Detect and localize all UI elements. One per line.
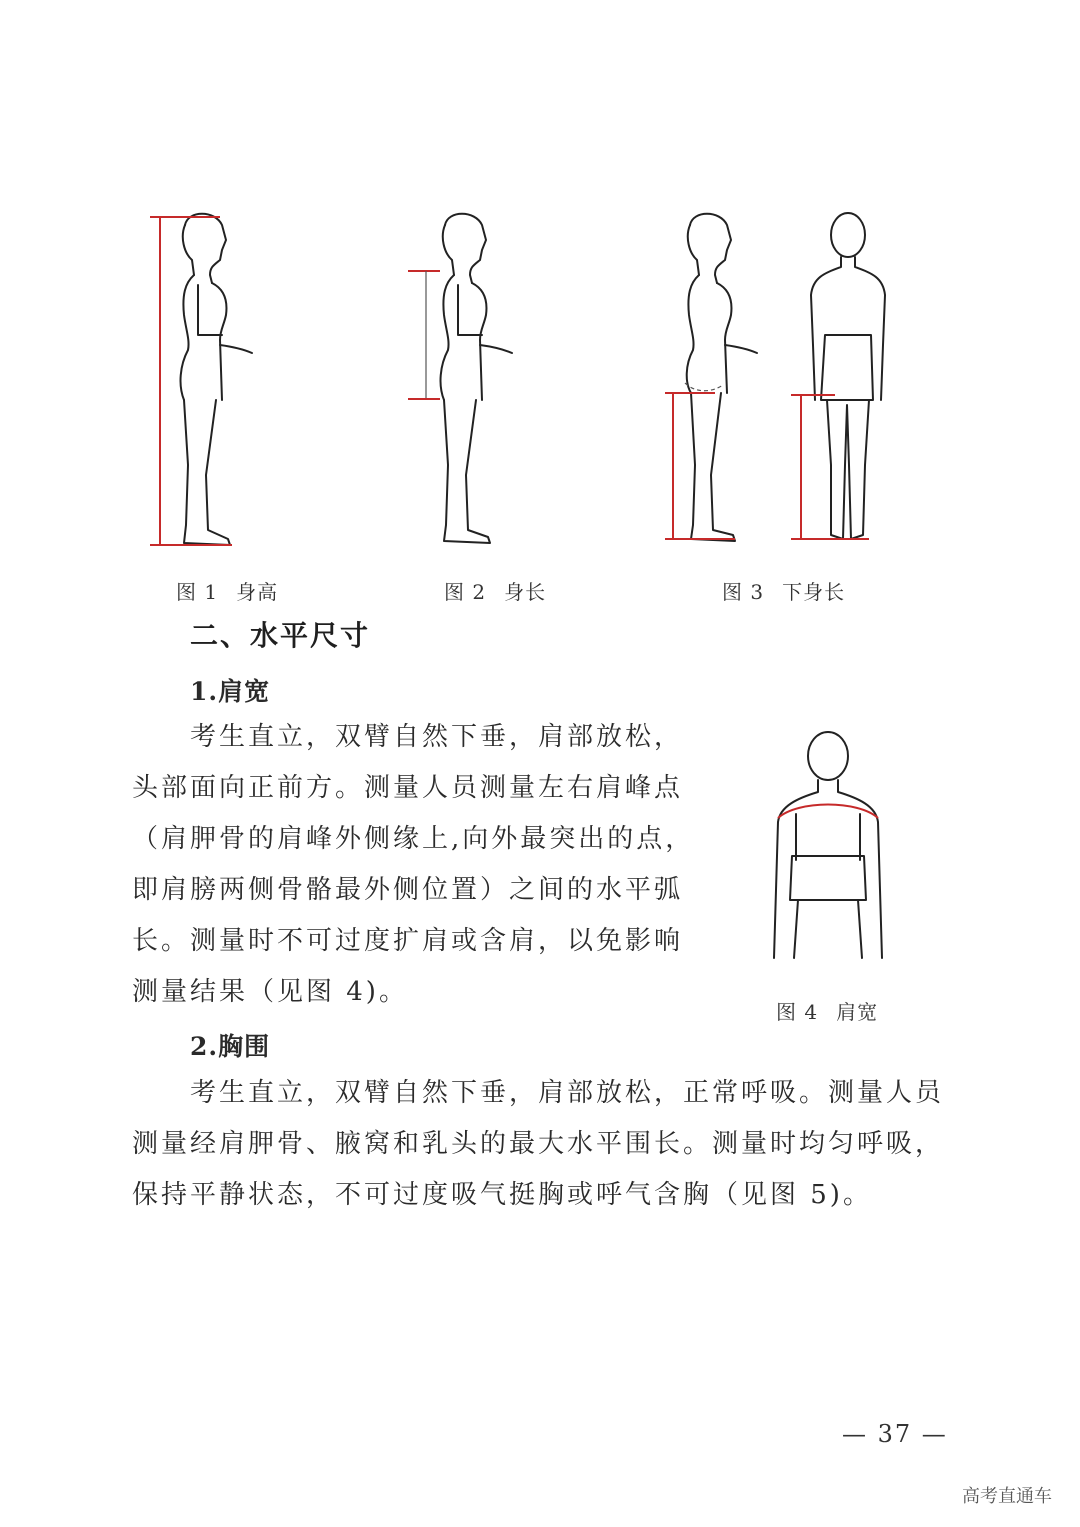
page-number: — 37 — <box>842 1420 948 1448</box>
shoulder-width-paragraph <box>132 712 712 1018</box>
figure-1-number: 图 1 <box>176 580 219 604</box>
figure-2-number: 图 2 <box>444 580 487 604</box>
figure-2-illustration <box>400 205 530 555</box>
height-measure-line <box>150 217 232 545</box>
paragraph-line: 即肩膀两侧骨骼最外侧位置）之间的水平弧 <box>132 875 684 905</box>
side-profile-figure <box>687 214 757 541</box>
paragraph-line: 测量经肩胛骨、腋窝和乳头的最大水平围长。测量时均匀呼吸， <box>132 1129 945 1159</box>
figure-4-illustration <box>768 730 888 965</box>
figure-3-number: 图 3 <box>722 580 765 604</box>
figure-3-illustration <box>655 205 895 555</box>
subsection-1-title: 1.肩宽 <box>190 677 271 706</box>
paragraph-line: 考生直立，双臂自然下垂，肩部放松， <box>190 722 684 752</box>
paragraph-line: 考生直立，双臂自然下垂，肩部放松，正常呼吸。测量人员 <box>190 1078 945 1108</box>
figure-3-label: 下身长 <box>782 580 846 604</box>
paragraph-line: （肩胛骨的肩峰外侧缘上,向外最突出的点， <box>132 824 695 854</box>
figure-2-caption <box>444 576 546 605</box>
back-view-figure <box>811 213 885 539</box>
chest-circumference-paragraph <box>132 1068 972 1221</box>
figure-3-caption <box>722 576 845 605</box>
paragraph-line: 测量结果（见图 4)。 <box>132 977 408 1007</box>
figure-4-caption <box>776 996 878 1025</box>
side-profile-figure <box>181 214 252 545</box>
section-heading: 二、水平尺寸 <box>190 619 371 652</box>
figure-1-illustration <box>140 205 270 555</box>
paragraph-line: 头部面向正前方。测量人员测量左右肩峰点 <box>132 773 684 803</box>
watermark-text: 高考直通车 <box>962 1486 1052 1507</box>
side-profile-figure <box>441 214 512 543</box>
torso-measure-line <box>408 271 440 399</box>
back-view-upper-body <box>774 732 882 958</box>
figure-1-caption <box>176 576 278 605</box>
subsection-2-title: 2.胸围 <box>190 1032 271 1061</box>
paragraph-line: 长。测量时不可过度扩肩或含肩，以免影响 <box>132 926 684 956</box>
paragraph-line: 保持平静状态，不可过度吸气挺胸或呼气含胸（见图 5)。 <box>132 1180 872 1210</box>
figure-2-label: 身长 <box>504 580 547 604</box>
shoulder-arc-line <box>778 805 878 819</box>
figure-4-label: 肩宽 <box>836 1000 879 1024</box>
figure-1-label: 身高 <box>236 580 279 604</box>
figure-4-number: 图 4 <box>776 1000 819 1024</box>
